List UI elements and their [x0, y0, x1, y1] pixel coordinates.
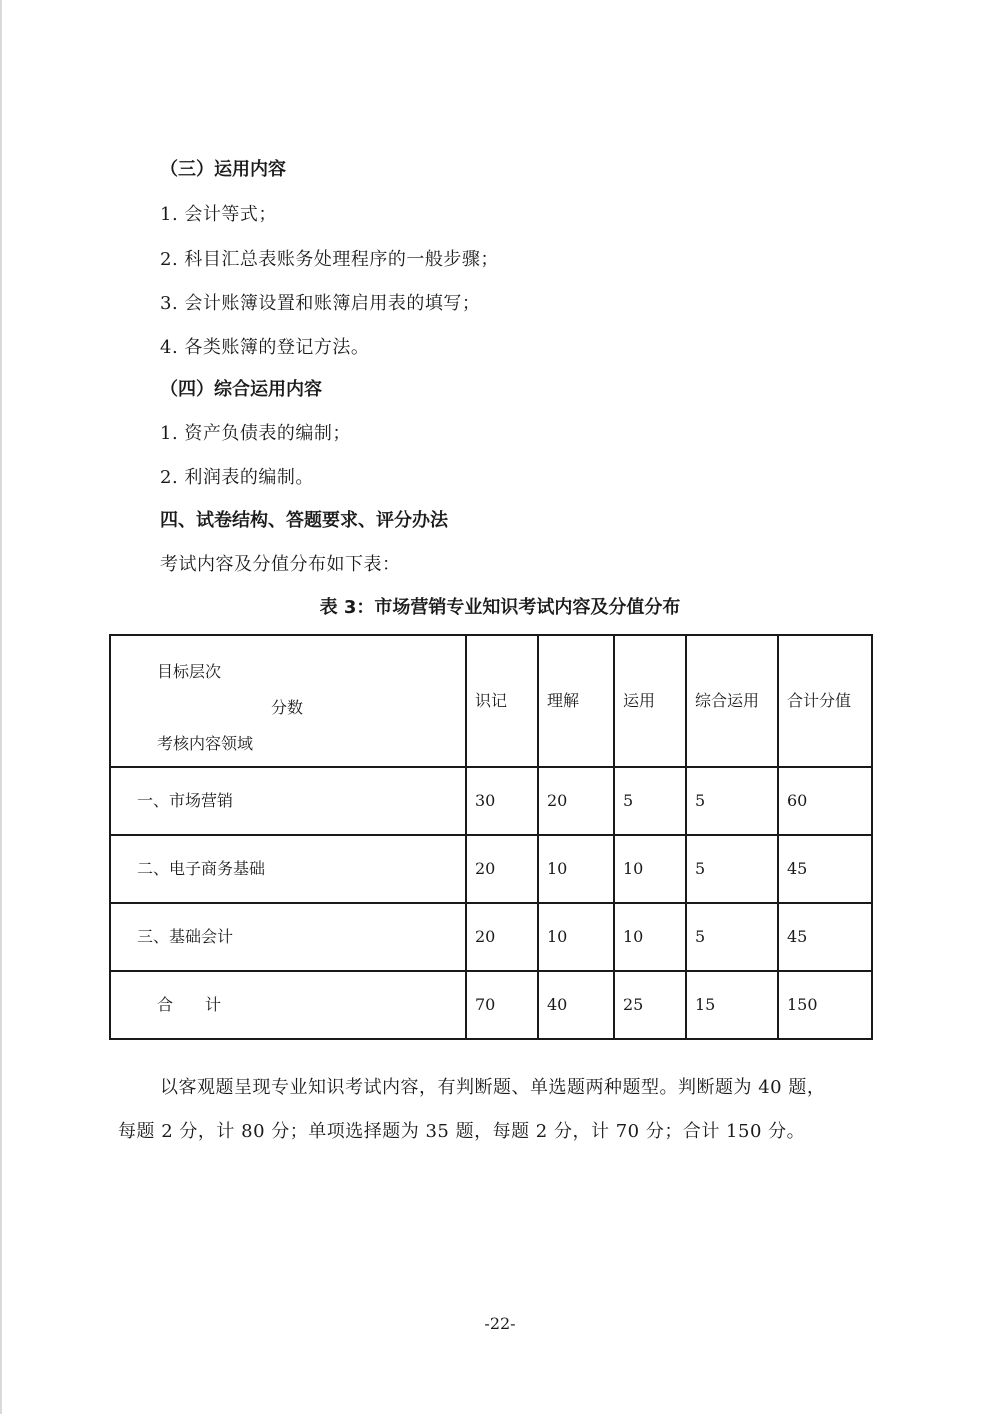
list-item: 1. 资产负债表的编制；: [160, 423, 351, 444]
table-cell: 25: [614, 971, 686, 1039]
table-cell: 10: [538, 835, 614, 903]
page-edge: [0, 0, 2, 1414]
score-table: [109, 634, 873, 1040]
table-cell: 5: [614, 767, 686, 835]
table-cell: 20: [466, 835, 538, 903]
table-cell: 20: [466, 903, 538, 971]
row-label: 三、基础会计: [110, 903, 466, 971]
table-row: [110, 903, 872, 971]
table-total-row: [110, 971, 872, 1039]
corner-cell: [110, 635, 466, 767]
table-cell: 10: [614, 835, 686, 903]
table-header-row: [110, 635, 872, 767]
row-label: 一、市场营销: [110, 767, 466, 835]
table-cell: 45: [778, 835, 872, 903]
table-cell: 45: [778, 903, 872, 971]
corner-middle-label: 分数: [271, 698, 304, 717]
section-heading-4: （四）综合运用内容: [160, 379, 322, 400]
list-item: 4. 各类账簿的登记方法。: [160, 337, 370, 358]
column-header: 合计分值: [778, 635, 872, 767]
total-label: 合 计: [110, 971, 466, 1039]
column-header: 识记: [466, 635, 538, 767]
row-label: 二、电子商务基础: [110, 835, 466, 903]
table-row: [110, 767, 872, 835]
table-cell: 150: [778, 971, 872, 1039]
section-heading-3: （三）运用内容: [160, 159, 286, 180]
corner-top-label: 目标层次: [157, 662, 222, 681]
paragraph-line: 每题 2 分，计 80 分；单项选择题为 35 题，每题 2 分，计 70 分；合计 150 分。: [118, 1121, 806, 1142]
column-header: 理解: [538, 635, 614, 767]
part-heading: 四、试卷结构、答题要求、评分办法: [160, 510, 448, 531]
table-cell: 10: [614, 903, 686, 971]
list-item: 2. 利润表的编制。: [160, 467, 314, 488]
column-header: 运用: [614, 635, 686, 767]
table-cell: 5: [686, 767, 778, 835]
table-title: 表 3：市场营销专业知识考试内容及分值分布: [319, 597, 681, 618]
table-cell: 40: [538, 971, 614, 1039]
table-cell: 5: [686, 903, 778, 971]
table-row: [110, 835, 872, 903]
list-item: 1. 会计等式；: [160, 204, 277, 225]
list-item: 3. 会计账簿设置和账簿启用表的填写；: [160, 293, 481, 314]
table-cell: 60: [778, 767, 872, 835]
table-cell: 30: [466, 767, 538, 835]
table-cell: 20: [538, 767, 614, 835]
page-number: -22-: [484, 1314, 516, 1333]
paragraph-line: 以客观题呈现专业知识考试内容，有判断题、单选题两种题型。判断题为 40 题，: [160, 1077, 826, 1098]
table-cell: 70: [466, 971, 538, 1039]
table-cell: 15: [686, 971, 778, 1039]
list-item: 2. 科目汇总表账务处理程序的一般步骤；: [160, 249, 499, 270]
corner-bottom-label: 考核内容领域: [157, 734, 254, 753]
intro-text: 考试内容及分值分布如下表：: [160, 554, 401, 575]
table-cell: 5: [686, 835, 778, 903]
table-cell: 10: [538, 903, 614, 971]
column-header: 综合运用: [686, 635, 778, 767]
